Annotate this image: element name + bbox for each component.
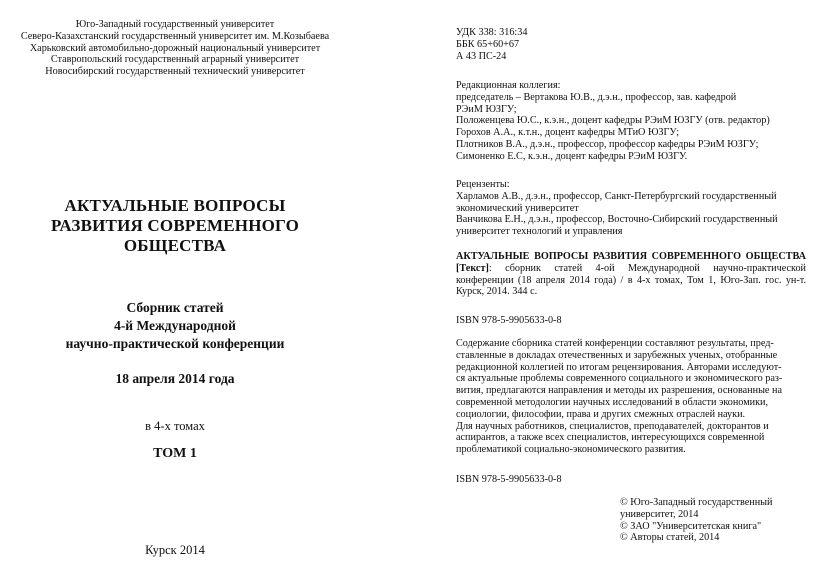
author-sign: А 43 ПС-24	[456, 50, 507, 62]
reviewer: Харламов А.В., д.э.н., профессор, Санкт-Петербургский государственный	[456, 190, 777, 202]
institutions-list	[0, 19, 350, 78]
annotation-line: проблематикой социально-экономического развития.	[456, 444, 686, 456]
board-member: Плотников В.А., д.э.н., профессор, профессор кафедры РЭиМ ЮЗГУ;	[456, 138, 759, 150]
conference-date: 18 апреля 2014 года	[115, 371, 235, 386]
annotation-line: современной методологии научных исследований в области экономики,	[456, 396, 769, 408]
copyright-line: © ЗАО "Университетская книга"	[620, 520, 762, 532]
isbn: ISBN 978-5-9905633-0-8	[456, 315, 562, 326]
institution-line: Новосибирский государственный технический университет	[45, 66, 305, 78]
title-page-left	[0, 0, 390, 572]
bibliographic-record	[456, 251, 806, 298]
book-subtitle	[0, 299, 350, 353]
reviewer: экономический университет	[456, 202, 579, 214]
book-title-line: АКТУАЛЬНЫЕ ВОПРОСЫ	[64, 196, 286, 215]
bbk-code: ББК 65+60+67	[456, 38, 520, 50]
subtitle-line: научно-практической конференции	[65, 336, 285, 351]
book-title-line: ОБЩЕСТВА	[123, 236, 227, 255]
annotation-line: ставленные в докладах отечественных и зарубежных ученых, отобранные	[456, 349, 778, 361]
copyright-line: университет, 2014	[620, 508, 699, 520]
record-text: : сборник статей 4-ой Международной научно-практической конференции (18 апреля 2014 года) / в 4-х томах, Том 1, Юго-Зап. гос. ун-т. Курск, 2014. 344 с.	[456, 262, 806, 298]
city-year: Курск 2014	[145, 543, 205, 557]
board-member: Симоненко Е.С, к.э.н., доцент кафедры РЭиМ ЮЗГУ.	[456, 150, 688, 162]
annotation-line: аспирантов, а также всех специалистов, интересующихся современной	[456, 432, 765, 444]
annotation-line: Для научных работников, специалистов, преподавателей, докторантов и	[456, 420, 769, 432]
board-member: Положенцева Ю.С., к.э.н., доцент кафедры РЭиМ ЮЗГУ (отв. редактор)	[456, 115, 770, 127]
board-member: председатель – Вертакова Ю.В., д.э.н., профессор, зав. кафедрой	[456, 91, 737, 103]
reviewers	[456, 179, 806, 238]
annotation-line: социологии, философии, права и других смежных отраслей науки.	[456, 408, 746, 420]
record-tag: [Текст]	[456, 262, 489, 274]
institution-line: Ставропольский государственный аграрный университет	[50, 54, 300, 66]
subtitle-line: Сборник статей	[126, 300, 224, 315]
classification-codes	[456, 27, 806, 62]
copyright-line: © Юго-Западный государственный	[620, 497, 773, 508]
record-title: АКТУАЛЬНЫЕ ВОПРОСЫ РАЗВИТИЯ СОВРЕМЕННОГО ОБЩЕСТВА	[456, 251, 806, 262]
board-heading: Редакционная коллегия:	[456, 80, 561, 91]
book-title	[0, 196, 350, 256]
imprint-page-right	[412, 0, 824, 572]
udk-code: УДК 338: 316:34	[456, 27, 528, 38]
volume-number: ТОМ 1	[153, 446, 197, 461]
annotation-line: Содержание сборника статей конференции составляют результаты, пред-	[456, 338, 774, 349]
copyright-line: © Авторы статей, 2014	[620, 532, 720, 544]
reviewer: Ванчикова Е.Н., д.э.н., профессор, Восточно-Сибирский государственный	[456, 214, 778, 226]
institution-line: Харьковский автомобильно-дорожный национальный университет	[29, 42, 321, 54]
board-member: РЭиМ ЮЗГУ;	[456, 103, 517, 115]
editorial-board	[456, 80, 806, 163]
reviewer: университет технологий и управления	[456, 226, 623, 238]
volume-count: в 4-х томах	[145, 419, 205, 433]
institution-line: Северо-Казахстанский государственный университет им. М.Козыбаева	[20, 30, 330, 42]
annotation	[456, 338, 806, 456]
annotation-line: редакционной коллегией по итогам рецензирования. Авторами исследуют-	[456, 361, 782, 373]
book-title-line: РАЗВИТИЯ СОВРЕМЕННОГО	[50, 216, 300, 235]
annotation-line: вития, предлагаются направления и методы их разрешения, основанные на	[456, 385, 782, 397]
isbn-repeat: ISBN 978-5-9905633-0-8	[456, 474, 562, 485]
institution-line: Юго-Западный государственный университет	[75, 19, 275, 30]
copyright-block	[620, 497, 810, 544]
subtitle-line: 4-й Международной	[114, 318, 236, 333]
reviewers-heading: Рецензенты:	[456, 179, 510, 190]
board-member: Горохов А.А., к.т.н., доцент кафедры МТиО ЮЗГУ;	[456, 127, 680, 139]
annotation-line: ся актуальные проблемы современного социального и экономического раз-	[456, 373, 783, 385]
